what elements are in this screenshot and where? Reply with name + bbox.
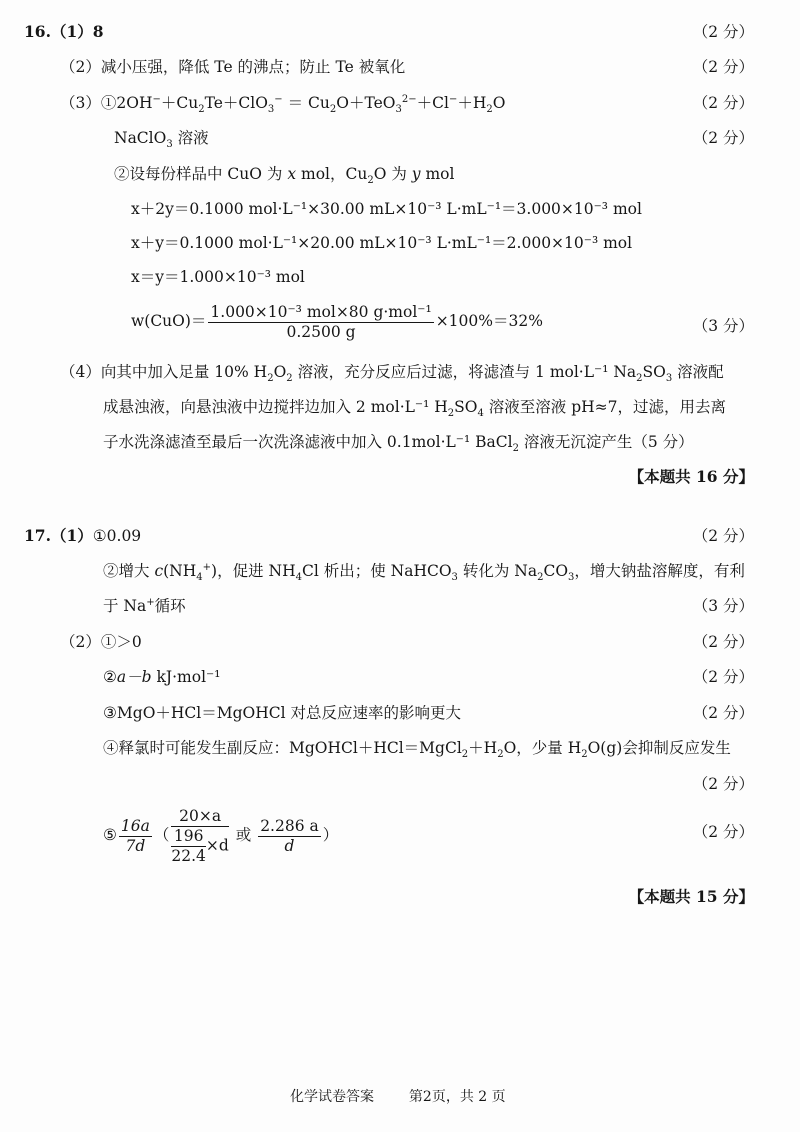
- a2-sub: 3: [451, 572, 458, 584]
- p4-sub: 2: [512, 443, 519, 455]
- a5-alt2-fraction: [258, 818, 321, 855]
- q17-part2-a2: [103, 667, 220, 687]
- a2-text: ②增大: [103, 562, 155, 580]
- q16-part1: [24, 22, 104, 42]
- a2-sub: 3: [568, 572, 575, 584]
- eq-text: ＋H: [457, 94, 487, 112]
- w-denominator: 0.2500 g: [286, 322, 356, 341]
- eq-text: ＋Cl: [416, 94, 449, 112]
- q17-part1-a2-line2: [103, 596, 186, 616]
- a5-main-fraction: [119, 818, 152, 855]
- a5-alt-fraction: [171, 808, 228, 865]
- a2-sub: 4: [196, 572, 203, 584]
- q16-part4-label: （4）: [60, 363, 101, 381]
- var-x: x: [287, 165, 297, 183]
- a5-alt-num: 20×a: [171, 808, 228, 827]
- a4-sub: 2: [497, 749, 504, 761]
- q16-part4-line2: [103, 397, 726, 420]
- q16-part4-line3: [103, 432, 694, 455]
- eq-text: Te＋ClO: [204, 94, 268, 112]
- assume-text: mol，Cu: [296, 165, 368, 183]
- w-numerator: 1.000×10⁻³ mol×80 g·mol⁻¹: [210, 302, 432, 321]
- a5-paren: （: [153, 826, 170, 844]
- q16-part3-score2: （2 分）: [692, 129, 754, 147]
- q16-calc-1: x＋2y＝0.1000 mol·L⁻¹×30.00 mL×10⁻³ L·mL⁻¹＝3.000×10⁻³ mol: [131, 200, 642, 218]
- p4-text: SO: [454, 398, 478, 416]
- a4-text: O(g)会抑制反应发生: [587, 739, 731, 757]
- p4-sub: 2: [447, 408, 455, 420]
- reagent-text: 溶液: [172, 129, 209, 147]
- a2-mark: ②: [103, 668, 117, 686]
- p4-text: O: [273, 363, 287, 381]
- a2-italic-c: c: [154, 562, 164, 580]
- a5-alt-den-tail: ×d: [205, 836, 229, 854]
- a2-text: 于 Na: [103, 597, 147, 615]
- eq-sub: 3: [395, 104, 402, 116]
- q17-part2-a4: [103, 738, 731, 761]
- p4-sub: 2: [636, 373, 643, 385]
- var-y: y: [411, 165, 421, 183]
- eq-sup: −: [448, 93, 458, 105]
- w-tail: ×100%＝32%: [435, 312, 543, 330]
- a2-sub: 2: [537, 572, 544, 584]
- q16-part2-answer: 减小压强，降低 Te 的沸点；防止 Te 被氧化: [100, 58, 406, 76]
- q17-part1-label: 17.（1）: [24, 526, 93, 545]
- eq-text: ＋Cu: [160, 94, 199, 112]
- eq-text: O＋TeO: [336, 94, 396, 112]
- eq-text: ①2OH: [100, 94, 153, 112]
- a2-sup: +: [146, 596, 155, 608]
- a5-alt2-num: 2.286 a: [260, 816, 319, 835]
- assume-text: mol: [420, 165, 455, 183]
- a2-text: 转化为 Na: [457, 562, 538, 580]
- a2-text: 循环: [154, 597, 186, 615]
- q16-part3-score1: （2 分）: [692, 94, 754, 112]
- w-label: w(CuO)＝: [131, 312, 207, 330]
- q16-total: 【本题共 16 分】: [628, 467, 754, 486]
- p4-text: 溶液至溶液 pH≈7，过滤，用去离: [483, 398, 726, 416]
- a2-text: ，增大钠盐溶解度，有利: [574, 562, 745, 580]
- a5-alt-den: [171, 827, 228, 865]
- a5-mark: ⑤: [103, 826, 117, 844]
- a2-sup: +: [202, 561, 212, 573]
- q16-part3-assumption: [114, 164, 455, 187]
- a5-alt-den-num: 196: [171, 828, 206, 847]
- q17-part1-a1: [24, 526, 141, 546]
- p4-text: 溶液无沉淀产生（5 分）: [518, 433, 694, 451]
- a2-sub: 4: [295, 572, 302, 584]
- q16-part2: [60, 57, 405, 77]
- p4-sub: 4: [477, 408, 484, 420]
- q16-part3-score3: （3 分）: [692, 317, 754, 335]
- p4-text: 溶液，充分反应后过滤，将滤渣与 1 mol·L⁻¹ Na: [292, 363, 637, 381]
- q16-part2-label: （2）: [60, 58, 101, 76]
- eq-sub: 2: [198, 104, 205, 116]
- footer-title: 化学试卷答案: [290, 1089, 374, 1105]
- p4-text: 子水洗涤滤渣至最后一次洗涤滤液中加入 0.1mol·L⁻¹ BaCl: [103, 433, 513, 451]
- p4-sub: 3: [665, 373, 673, 385]
- q16-part3-reagent: [114, 128, 209, 151]
- q16-part2-score: （2 分）: [692, 58, 754, 76]
- a5-or: 或: [230, 826, 257, 844]
- eq-sup: −: [152, 93, 161, 105]
- eq-sub: 3: [267, 104, 275, 116]
- eq-sup: 2−: [401, 93, 417, 105]
- assume-sub: 2: [367, 175, 374, 187]
- a4-text: O，少量 H: [503, 739, 582, 757]
- a4-text: ＋H: [468, 739, 498, 757]
- a5-alt-den-fraction: [171, 828, 206, 865]
- a2-text: Cl 析出；使 NaHCO: [301, 562, 452, 580]
- a5-paren: ）: [322, 826, 339, 844]
- q17-total: 【本题共 15 分】: [628, 887, 754, 906]
- q16-calc-3: x＝y＝1.000×10⁻³ mol: [131, 268, 305, 286]
- assume-text: ②设每份样品中 CuO 为: [114, 165, 288, 183]
- q17-part2-answer1: ①＞0: [100, 633, 142, 651]
- a2-text: (NH: [163, 562, 197, 580]
- q16-part4-line1: [60, 362, 724, 385]
- q16-part3-label: （3）: [60, 94, 101, 112]
- a4-sub: 2: [461, 749, 469, 761]
- p4-text: 成悬浊液，向悬浊液中边搅拌边加入 2 mol·L⁻¹ H: [103, 398, 448, 416]
- a4-text: ④释氯时可能发生副反应：MgOHCl＋HCl＝MgCl: [103, 739, 462, 757]
- footer-page-number: 第2页，共 2 页: [408, 1089, 506, 1105]
- assume-text: O 为: [373, 165, 412, 183]
- a2-text: )，促进 NH: [211, 562, 296, 580]
- a2-text: CO: [543, 562, 569, 580]
- q16-part1-label: 16.（1）: [24, 22, 93, 41]
- a4-sub: 2: [581, 749, 588, 761]
- q16-calc-2: x＋y＝0.1000 mol·L⁻¹×20.00 mL×10⁻³ L·mL⁻¹＝2.000×10⁻³ mol: [131, 234, 633, 252]
- a2-unit: kJ·mol⁻¹: [151, 668, 221, 686]
- q17-part1-score1: （2 分）: [692, 527, 754, 545]
- reagent-text: NaClO: [114, 129, 167, 147]
- p4-text: 向其中加入足量 10% H: [100, 363, 268, 381]
- a5-main-den: 7d: [125, 836, 146, 855]
- q17-part1-score2: （3 分）: [692, 597, 754, 615]
- page-footer: [290, 1086, 506, 1106]
- eq-text: ＝ Cu: [282, 94, 330, 112]
- q17-part2-score1: （2 分）: [692, 633, 754, 651]
- q16-part1-score: （2 分）: [692, 23, 754, 41]
- q16-mass-fraction: [131, 300, 543, 342]
- eq-sup: −: [274, 93, 283, 105]
- q17-part2-score4: （2 分）: [692, 775, 754, 793]
- q17-part1-a2-line1: [103, 561, 745, 584]
- a5-main-num: 16a: [120, 816, 150, 835]
- q17-part2-a3: ③MgO＋HCl＝MgOHCl 对总反应速率的影响更大: [103, 704, 461, 722]
- p4-text: 溶液配: [672, 363, 724, 381]
- q17-part2-score5: （2 分）: [692, 823, 754, 841]
- q16-part1-answer: 8: [92, 22, 104, 41]
- reagent-sub: 3: [166, 139, 173, 151]
- a5-alt-den-den: 22.4: [171, 846, 206, 865]
- p4-sub: 2: [286, 373, 293, 385]
- w-fraction: [208, 304, 433, 341]
- a2-expr: a－b: [116, 668, 152, 686]
- q17-part2-label: （2）: [60, 633, 101, 651]
- p4-text: SO: [642, 363, 666, 381]
- p4-sub: 2: [267, 373, 274, 385]
- q17-part2-a5: [103, 805, 338, 865]
- eq-text: O: [492, 94, 506, 112]
- q17-part1-answer1: ①0.09: [92, 527, 142, 545]
- q17-part2-score3: （2 分）: [692, 704, 754, 722]
- q16-part3-equation: [60, 93, 506, 116]
- q17-part2-a1: [60, 632, 142, 652]
- a5-alt2-den: d: [284, 836, 295, 855]
- eq-sub: 2: [486, 104, 493, 116]
- eq-sub: 2: [329, 104, 337, 116]
- q17-part2-score2: （2 分）: [692, 668, 754, 686]
